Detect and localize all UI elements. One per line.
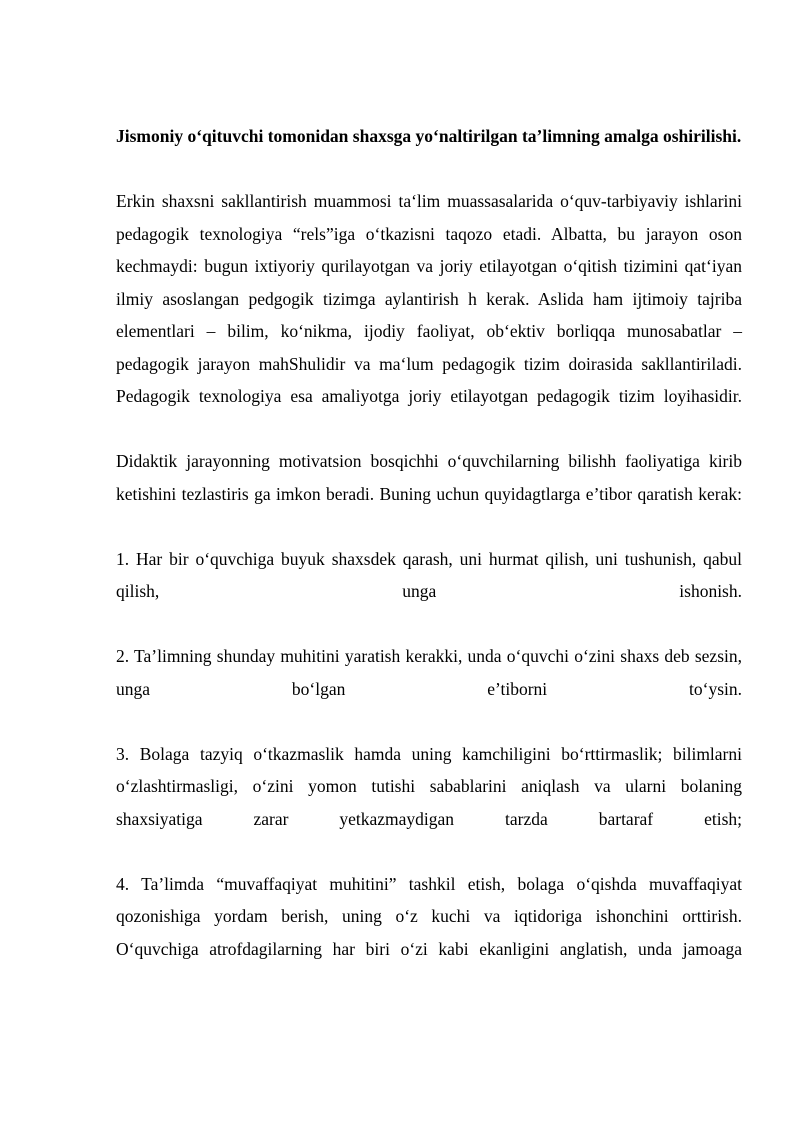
paragraph-spacer bbox=[116, 608, 742, 641]
paragraph-didactic: Didaktik jarayonning motivatsion bosqichhi o‘quvchilarning bilishh faoliyatiga kirib ketishini tezlastiris ga imkon beradi. Buning uchun quyidagtlarga e’tibor qaratish kerak: bbox=[116, 451, 742, 504]
document-heading: Jismoniy o‘qituvchi tomonidan shaxsga yo‘naltirilgan ta’limning amalga oshirilishi. bbox=[116, 126, 742, 146]
list-item-3: 3. Bolaga tazyiq o‘tkazmaslik hamda uning kamchiligini bo‘rttirmaslik; bilimlarni o‘zlashtirmasligi, o‘zini yomon tutishi sabablarini aniqlash va ularni bolaning shaxsiyatiga zarar yetkazmaydigan tarzda bartaraf etish; bbox=[116, 743, 742, 829]
list-item-1: 1. Har bir o‘quvchiga buyuk shaxsdek qarash, uni hurmat qilish, uni tushunish, qabul qilish, unga ishonish. bbox=[116, 548, 742, 601]
list-item-4: 4. Ta’limda “muvaffaqiyat muhitini” tashkil etish, bolaga o‘qishda muvaffaqiyat qozonishiga yordam berish, uning o‘z kuchi va iqtidoriga ishonchini orttirish. O‘quvchiga atrofdagilarning har biri o‘zi kabi ekanligini anglatish, unda jamoaga bbox=[116, 873, 742, 959]
paragraph-spacer bbox=[116, 153, 742, 186]
paragraph-intro: Erkin shaxsni sakllantirish muammosi ta‘lim muassasalarida o‘quv-tarbiyaviy ishlarini pedagogik texnologiya “rels”iga o‘tkazisni taqozo etadi. Albatta, bu jarayon oson kechmaydi: bugun ixtiyoriy qurilayotgan va joriy etilayotgan o‘qitish tizimini qat‘iyan ilmiy asoslangan pedgogik tizimga aylantirish h kerak. Aslida ham ijtimoiy tajriba elementlari – bilim, ko‘nikma, ijodiy faoliyat, ob‘ektiv borliqqa munosabatlar – pedagogik jarayon mahShulidir va ma‘lum pedagogik tizim doirasida sakllantiriladi. Pedagogik texnologiya esa amaliyotga joriy etilayotgan pedagogik tizim loyihasidir. bbox=[116, 191, 742, 406]
list-item-2: 2. Ta’limning shunday muhitini yaratish kerakki, unda o‘quvchi o‘zini shaxs deb sezsin, unga bo‘lgan e’tiborni to‘ysin. bbox=[116, 646, 742, 699]
paragraph-spacer bbox=[116, 413, 742, 446]
paragraph-spacer bbox=[116, 835, 742, 868]
paragraph-spacer bbox=[116, 705, 742, 738]
paragraph-spacer bbox=[116, 510, 742, 543]
document-body bbox=[116, 120, 742, 965]
